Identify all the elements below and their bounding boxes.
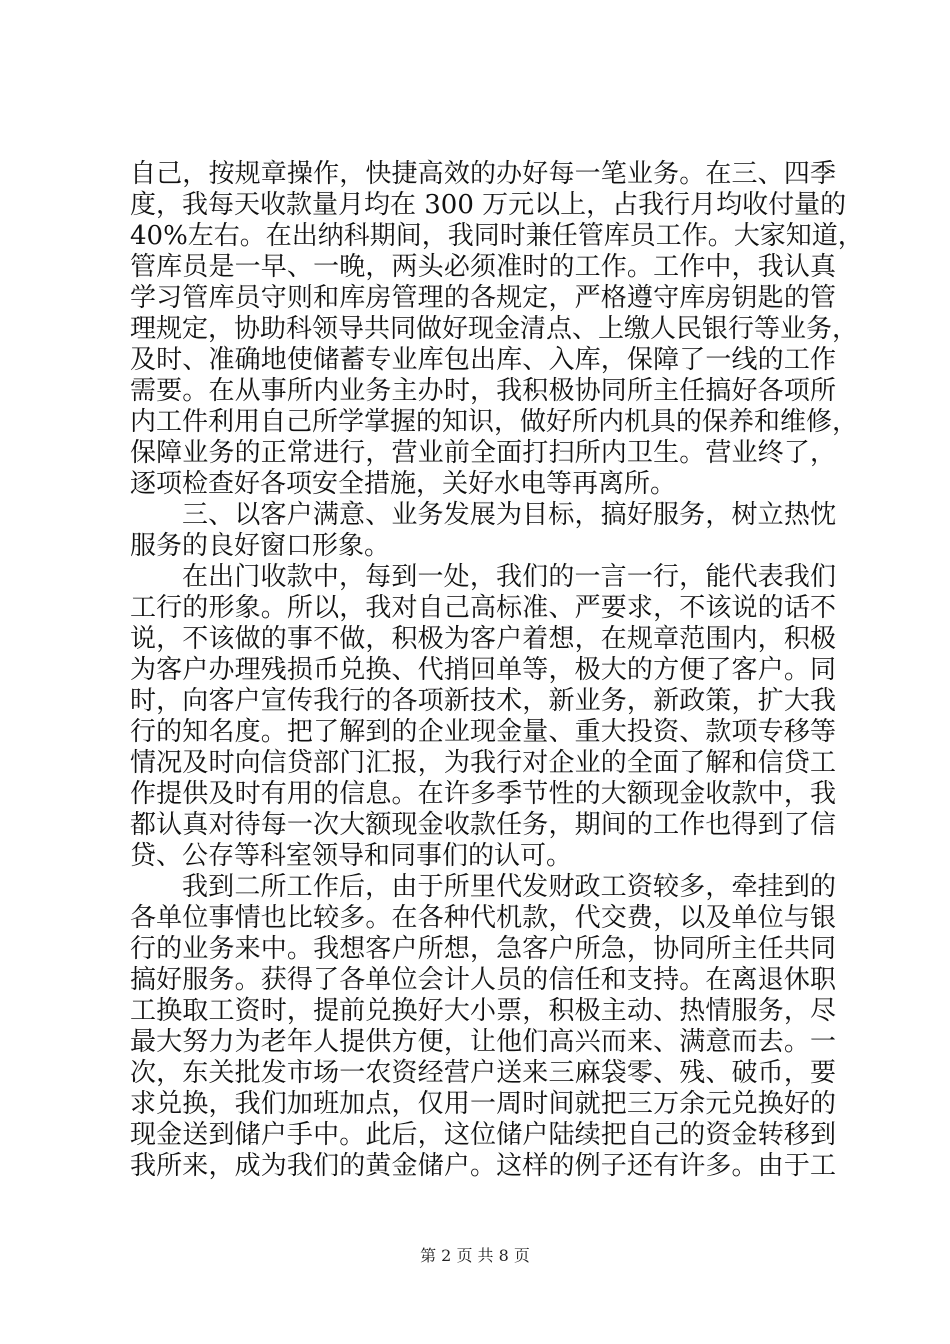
- text-line: 逐项检查好各项安全措施，关好水电等再离所。: [130, 469, 677, 499]
- page-footer: 第 2 页 共 8 页: [420, 1246, 530, 1265]
- text-line: 自己，按规章操作，快捷高效的办好每一笔业务。在三、四季: [130, 159, 836, 189]
- text-line: 行的业务来中。我想客户所想，急客户所急，协同所主任共同: [130, 934, 836, 964]
- text-line: 需要。在从事所内业务主办时，我积极协同所主任搞好各项所: [130, 376, 836, 406]
- text-line: 我所来，成为我们的黄金储户。这样的例子还有许多。由于工: [130, 1151, 836, 1181]
- text-line: 40%左右。在出纳科期间，我同时兼任管库员工作。大家知道，: [130, 221, 864, 251]
- text-line: 三、以客户满意、业务发展为目标，搞好服务，树立热忱: [182, 500, 836, 530]
- text-line: 搞好服务。获得了各单位会计人员的信任和支持。在离退休职: [130, 965, 836, 995]
- text-line: 求兑换，我们加班加点，仅用一周时间就把三万余元兑换好的: [130, 1089, 836, 1119]
- text-line: 内工件利用自己所学掌握的知识，做好所内机具的保养和维修，: [130, 407, 859, 437]
- text-line: 作提供及时有用的信息。在许多季节性的大额现金收款中，我: [130, 779, 836, 809]
- text-line: 都认真对待每一次大额现金收款任务，期间的工作也得到了信: [130, 810, 836, 840]
- text-line: 行的知名度。把了解到的企业现金量、重大投资、款项专移等: [130, 717, 836, 747]
- text-line: 现金送到储户手中。此后，这位储户陆续把自己的资金转移到: [130, 1120, 836, 1150]
- text-line: 说，不该做的事不做，积极为客户着想，在规章范围内，积极: [130, 624, 836, 654]
- text-line: 情况及时向信贷部门汇报，为我行对企业的全面了解和信贷工: [130, 748, 836, 778]
- text-line: 时，向客户宣传我行的各项新技术，新业务，新政策，扩大我: [130, 686, 836, 716]
- document-body: [130, 159, 864, 1182]
- text-line: 服务的良好窗口形象。: [130, 531, 391, 561]
- text-line: 最大努力为老年人提供方便，让他们高兴而来、满意而去。一: [130, 1027, 836, 1057]
- text-line: 管库员是一早、一晚，两头必须准时的工作。工作中，我认真: [130, 252, 836, 282]
- text-line: 在出门收款中，每到一处，我们的一言一行，能代表我们: [182, 562, 836, 592]
- text-line: 贷、公存等科室领导和同事们的认可。: [130, 841, 573, 871]
- text-line: 理规定，协助科领导共同做好现金清点、上缴人民银行等业务，: [130, 314, 859, 344]
- text-line: 工行的形象。所以，我对自己高标准、严要求，不该说的话不: [130, 593, 836, 623]
- text-line: 保障业务的正常进行，营业前全面打扫所内卫生。营业终了，: [130, 438, 836, 468]
- text-line: 度，我每天收款量月均在 300 万元以上，占我行月均收付量的: [130, 190, 847, 220]
- text-line: 学习管库员守则和库房管理的各规定，严格遵守库房钥匙的管: [130, 283, 836, 313]
- text-line: 为客户办理残损币兑换、代捎回单等，极大的方便了客户。同: [130, 655, 836, 685]
- text-line: 次，东关批发市场一农资经营户送来三麻袋零、残、破币，要: [130, 1058, 836, 1088]
- text-line: 及时、准确地使储蓄专业库包出库、入库，保障了一线的工作: [130, 345, 836, 375]
- text-line: 各单位事情也比较多。在各种代机款，代交费，以及单位与银: [130, 903, 836, 933]
- text-line: 我到二所工作后，由于所里代发财政工资较多，牵挂到的: [182, 872, 836, 902]
- text-line: 工换取工资时，提前兑换好大小票，积极主动、热情服务，尽: [130, 996, 836, 1026]
